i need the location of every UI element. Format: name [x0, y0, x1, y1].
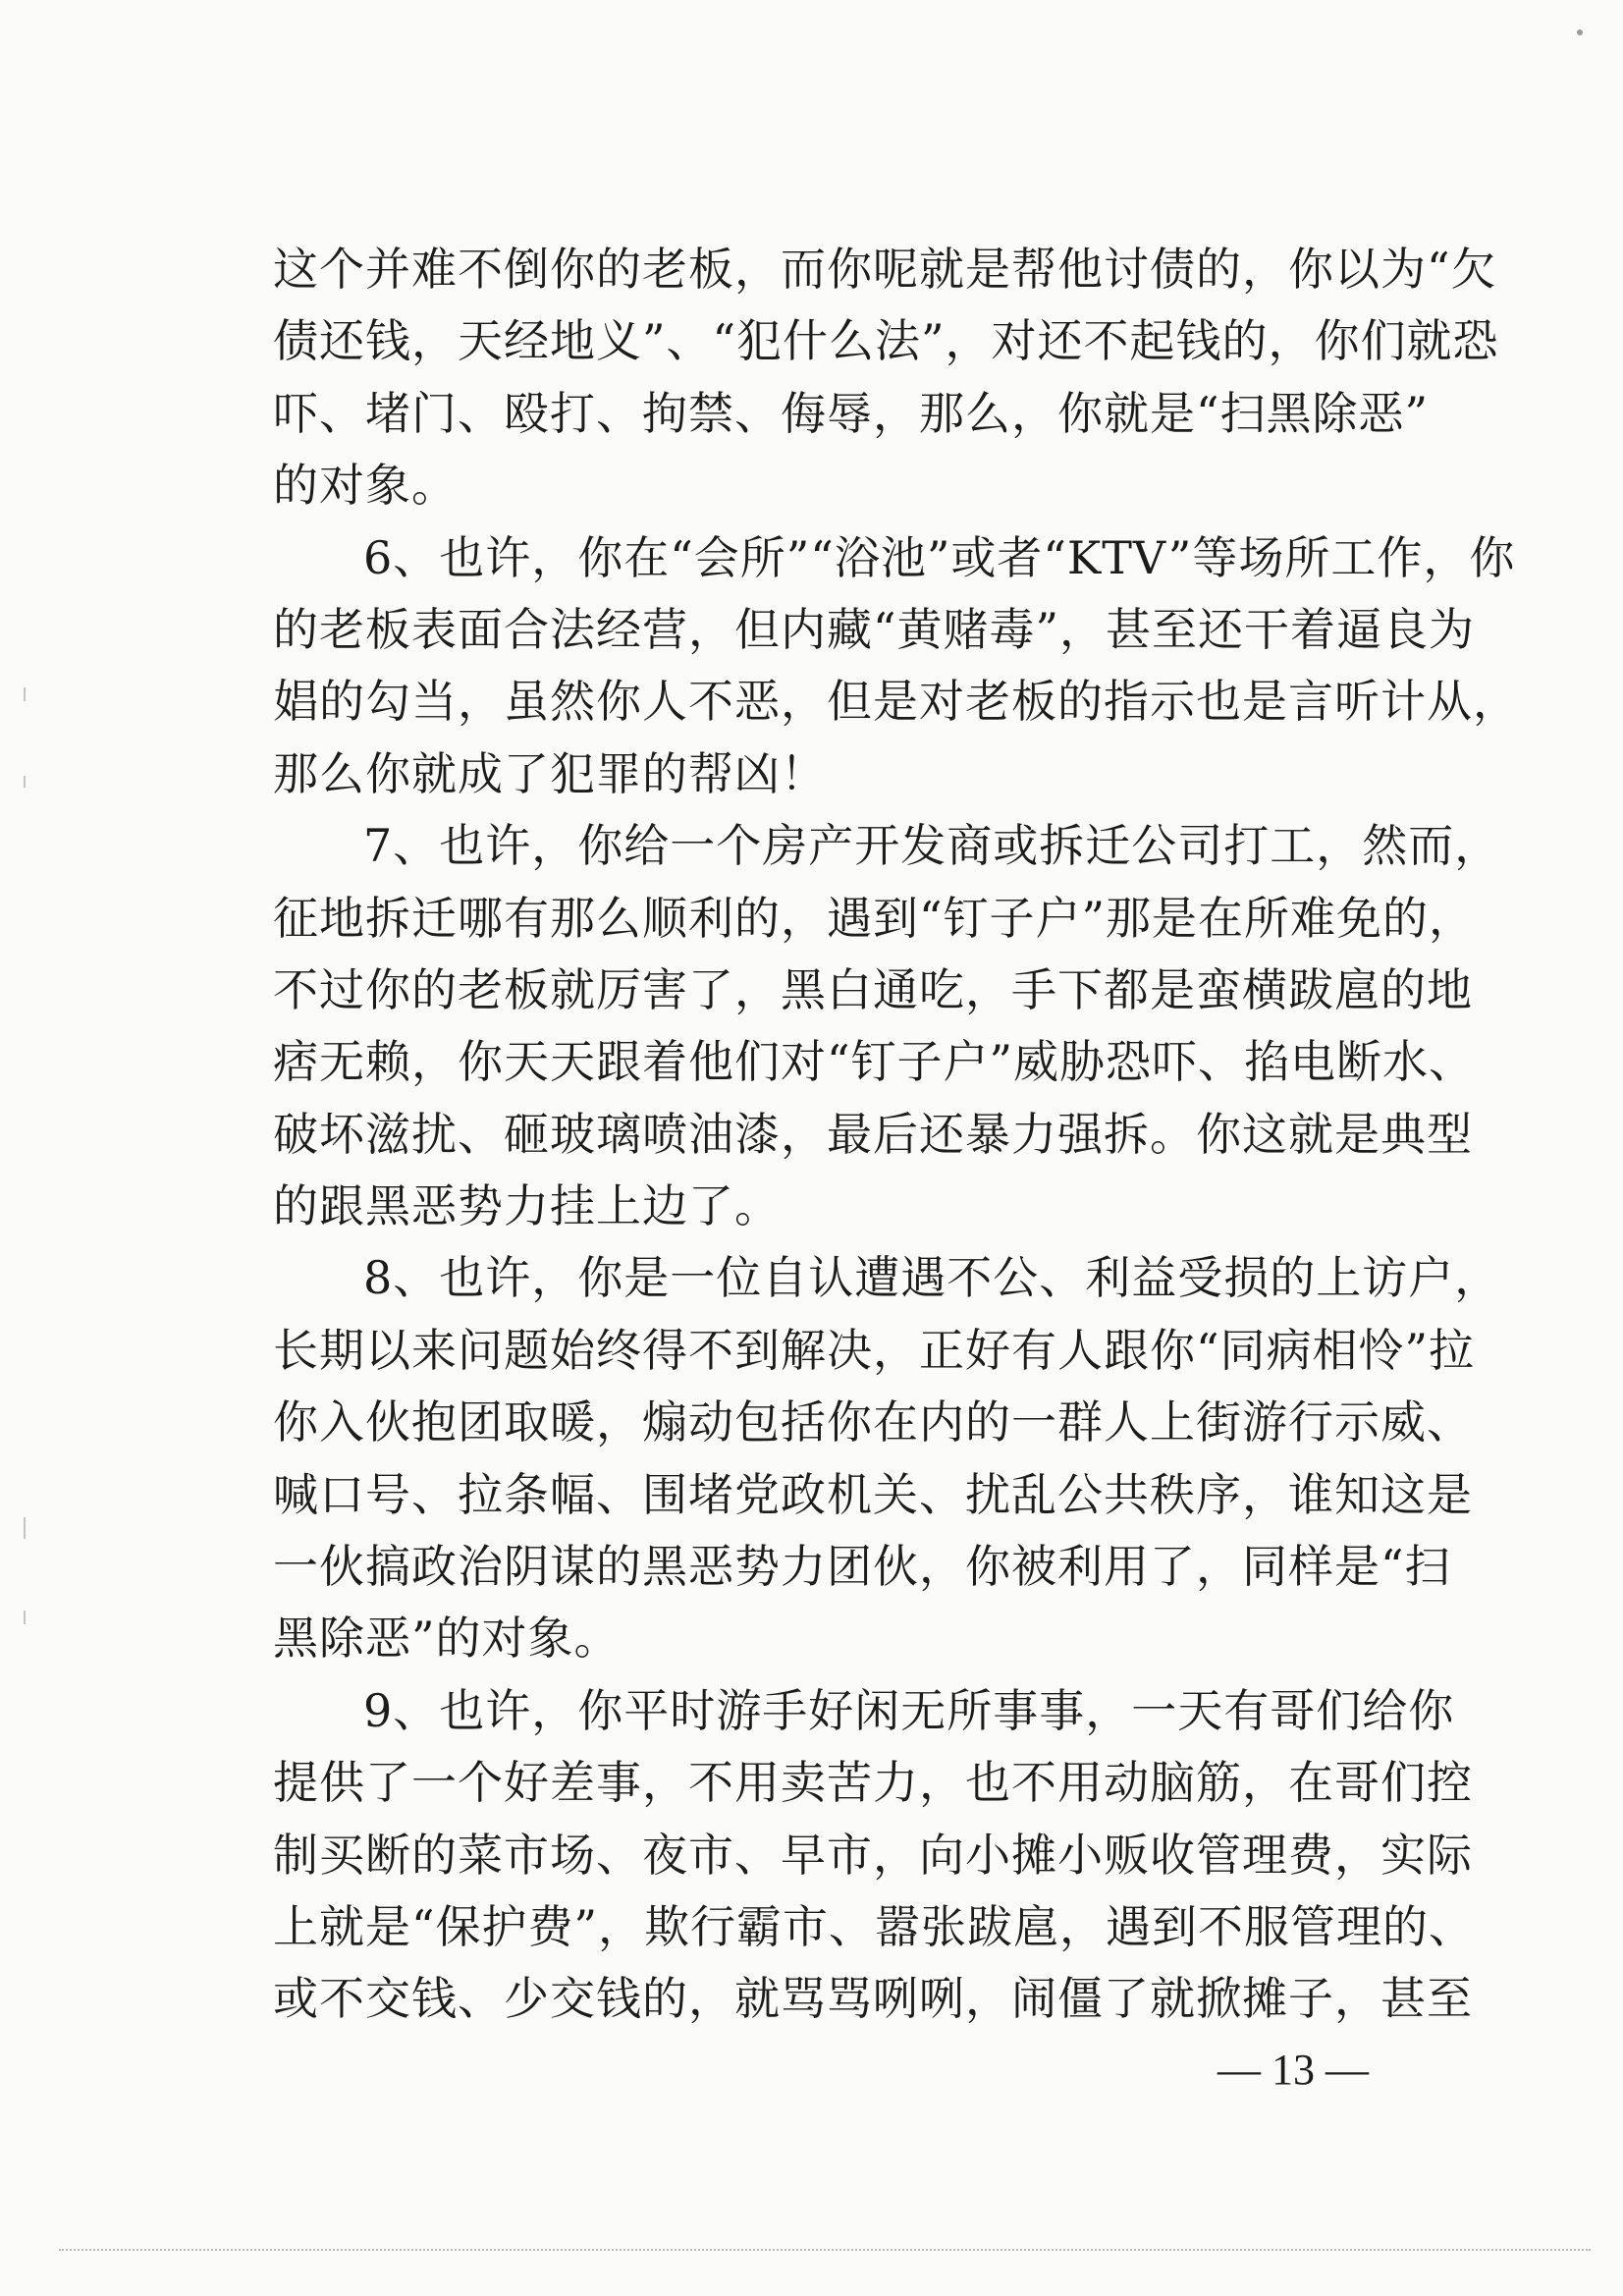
text-line: 提供了一个好差事，不用卖苦力，也不用动脑筋，在哥们控 — [273, 1756, 1473, 1810]
text-line: 黑除恶”的对象。 — [273, 1612, 621, 1666]
body-text — [273, 234, 1519, 2036]
scan-margin-mark — [24, 1611, 26, 1624]
page-number: — 13 — — [1217, 2046, 1369, 2094]
text-line: 制买断的菜市场、夜市、早市，向小摊小贩收管理费，实际 — [273, 1828, 1473, 1882]
text-line: 6、也许，你在“会所”“浴池”或者“KTV”等场所工作，你 — [363, 530, 1516, 584]
text-line: 征地拆迁哪有那么顺利的，遇到“钉子户”那是在所难免的， — [273, 891, 1476, 945]
text-line: 娼的勾当，虽然你人不恶，但是对老板的指示也是言听计从， — [273, 675, 1519, 729]
text-line: 这个并难不倒你的老板，而你呢就是帮他讨债的，你以为“欠 — [273, 243, 1497, 296]
text-line: 7、也许，你给一个房产开发商或拆迁公司打工，然而， — [363, 819, 1501, 873]
text-line: 或不交钱、少交钱的，就骂骂咧咧，闹僵了就掀摊子，甚至 — [273, 1972, 1473, 2026]
scan-margin-mark — [24, 687, 26, 701]
text-line: 那么你就成了犯罪的帮凶！ — [273, 746, 827, 800]
text-line: 不过你的老板就厉害了，黑白通吃，手下都是蛮横跋扈的地 — [273, 962, 1473, 1016]
text-line: 痞无赖，你天天跟着他们对“钉子户”威胁恐吓、掐电断水、 — [273, 1035, 1476, 1089]
text-line: 的老板表面合法经营，但内藏“黄赌毒”，甚至还干着逼良为 — [273, 602, 1476, 656]
text-line: 破坏滋扰、砸玻璃喷油漆，最后还暴力强拆。你这就是典型 — [273, 1107, 1473, 1161]
text-line: 的对象。 — [273, 459, 458, 513]
text-line: 吓、堵门、殴打、拘禁、侮辱，那么，你就是“扫黑除恶” — [273, 386, 1430, 440]
scan-speck — [1577, 29, 1583, 35]
text-line: 的跟黑恶势力挂上边了。 — [273, 1179, 781, 1233]
text-line: 一伙搞政治阴谋的黑恶势力团伙，你被利用了，同样是“扫 — [273, 1540, 1451, 1594]
scan-margin-mark — [24, 776, 26, 788]
text-line: 你入伙抱团取暖，煽动包括你在内的一群人上街游行示威、 — [273, 1395, 1473, 1449]
text-line: 长期以来问题始终得不到解决，正好有人跟你“同病相怜”拉 — [273, 1323, 1476, 1377]
text-line: 上就是“保护费”，欺行霸市、嚣张跋扈，遇到不服管理的、 — [273, 1899, 1476, 1953]
footer-rule — [59, 2249, 1591, 2251]
text-line: 债还钱，天经地义”、“犯什么法”，对还不起钱的，你们就恐 — [273, 314, 1499, 368]
text-line: 8、也许，你是一位自认遭遇不公、利益受损的上访户， — [363, 1251, 1501, 1305]
text-line: 9、也许，你平时游手好闲无所事事，一天有哥们给你 — [363, 1683, 1455, 1737]
scan-margin-mark — [24, 1517, 26, 1539]
text-line: 喊口号、拉条幅、围堵党政机关、扰乱公共秩序，谁知这是 — [273, 1467, 1473, 1521]
